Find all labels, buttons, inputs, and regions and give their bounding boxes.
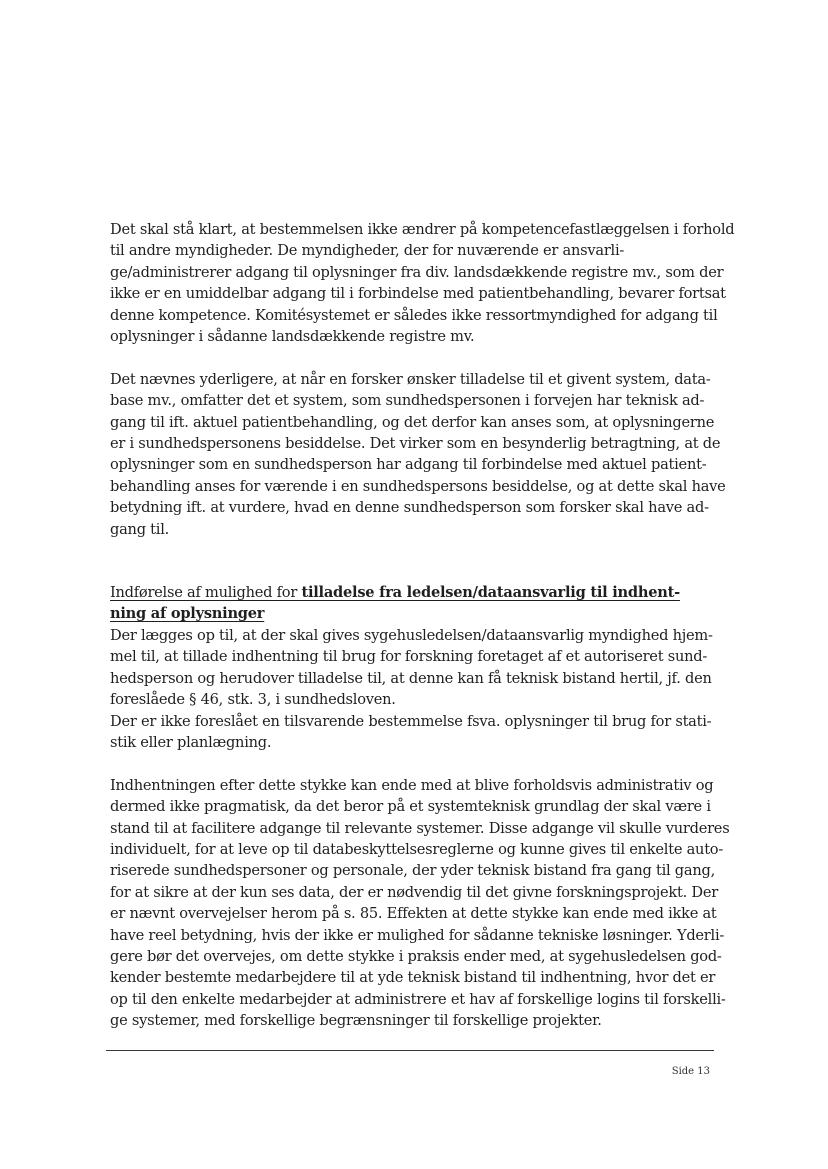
- text-line: til andre myndigheder. De myndigheder, der for nuværende er ansvarli-: [110, 242, 625, 260]
- body-text: [110, 219, 735, 1032]
- text-line: er nævnt overvejelser herom på s. 85. Effekten at dette stykke kan ende med ikke at: [110, 905, 717, 923]
- text-line: foreslåede § 46, stk. 3, i sundhedsloven.: [110, 691, 396, 709]
- text-line: individuelt, for at leve op til databeskyttelsesreglerne og kunne gives til enkelte auto-: [110, 840, 724, 858]
- heading-plain-text: Indførelse af mulighed for: [110, 584, 302, 602]
- section-heading: [110, 582, 722, 625]
- paragraph-researcher-access: [110, 369, 726, 540]
- text-line: dermed ikke pragmatisk, da det beror på et systemteknisk grundlag der skal være i: [110, 798, 711, 816]
- text-line: behandling anses for værende i en sundhedspersons besiddelse, og at dette skal have: [110, 477, 726, 495]
- paragraph-spacer: [110, 347, 722, 368]
- text-line: gang til.: [110, 520, 170, 538]
- text-line: ikke er en umiddelbar adgang til i forbindelse med patientbehandling, bevarer fortsat: [110, 285, 726, 303]
- text-line: gang til ift. aktuel patientbehandling, og det derfor kan anses som, at oplysningerne: [110, 413, 715, 431]
- paragraph-administrative-burden: [110, 775, 730, 1032]
- text-line: denne kompetence. Komitésystemet er således ikke ressortmyndighed for adgang til: [110, 306, 718, 324]
- heading-line-2: ning af oplysninger: [110, 605, 265, 623]
- text-line: Det nævnes yderligere, at når en forsker ønsker tilladelse til et givent system, data-: [110, 370, 711, 388]
- section-spacer: [110, 540, 722, 582]
- text-line: have reel betydning, hvis der ikke er mulighed for sådanne tekniske løsninger. Yderli-: [110, 926, 725, 944]
- paragraph-competence: [110, 219, 735, 347]
- heading-line-1: [110, 582, 722, 603]
- text-line: op til den enkelte medarbejder at administrere et hav af forskellige logins til forskelli-: [110, 990, 726, 1008]
- text-line: ge/administrerer adgang til oplysninger fra div. landsdækkende registre mv., som der: [110, 263, 724, 281]
- text-line: riserede sundhedspersoner og personale, der yder teknisk bistand fra gang til gang,: [110, 862, 715, 880]
- text-line: stik eller planlægning.: [110, 733, 272, 751]
- text-line: oplysninger i sådanne landsdækkende registre mv.: [110, 328, 475, 346]
- text-line: gere bør det overvejes, om dette stykke i praksis ender med, at sygehusledelsen god-: [110, 947, 722, 965]
- text-line: Indhentningen efter dette stykke kan ende med at blive forholdsvis administrativ og: [110, 776, 714, 794]
- footer-divider: [106, 1050, 714, 1051]
- text-line: Der er ikke foreslået en tilsvarende bestemmelse fsva. oplysninger til brug for stati-: [110, 712, 712, 730]
- text-line: stand til at facilitere adgange til relevante systemer. Disse adgange vil skulle vurderes: [110, 819, 730, 837]
- text-line: kender bestemte medarbejdere til at yde teknisk bistand til indhentning, hvor det er: [110, 969, 716, 987]
- heading-bold-text: tilladelse fra ledelsen/dataansvarlig til indhent-: [301, 584, 680, 602]
- text-line: base mv., omfatter det et system, som sundhedspersonen i forvejen har teknisk ad-: [110, 392, 705, 410]
- text-line: er i sundhedspersonens besiddelse. Det virker som en besynderlig betragtning, at de: [110, 435, 721, 453]
- paragraph-hospital-permission: [110, 625, 722, 753]
- text-line: mel til, at tillade indhentning til brug for forskning foretaget af et autoriseret sund-: [110, 648, 708, 666]
- text-line: Det skal stå klart, at bestemmelsen ikke ændrer på kompetencefastlæggelsen i forhold: [110, 221, 735, 238]
- text-line: Der lægges op til, at der skal gives sygehusledelsen/dataansvarlig myndighed hjem-: [110, 626, 713, 644]
- text-line: oplysninger som en sundhedsperson har adgang til forbindelse med aktuel patient-: [110, 456, 707, 474]
- paragraph-spacer: [110, 753, 722, 774]
- page-number: Side 13: [671, 1066, 710, 1077]
- text-line: for at sikre at der kun ses data, der er nødvendig til det givne forskningsprojekt. Der: [110, 883, 718, 901]
- text-line: ge systemer, med forskellige begrænsninger til forskellige projekter.: [110, 1012, 602, 1030]
- text-line: betydning ift. at vurdere, hvad en denne sundhedsperson som forsker skal have ad-: [110, 499, 709, 517]
- text-line: hedsperson og herudover tilladelse til, at denne kan få teknisk bistand hertil, jf. den: [110, 669, 712, 687]
